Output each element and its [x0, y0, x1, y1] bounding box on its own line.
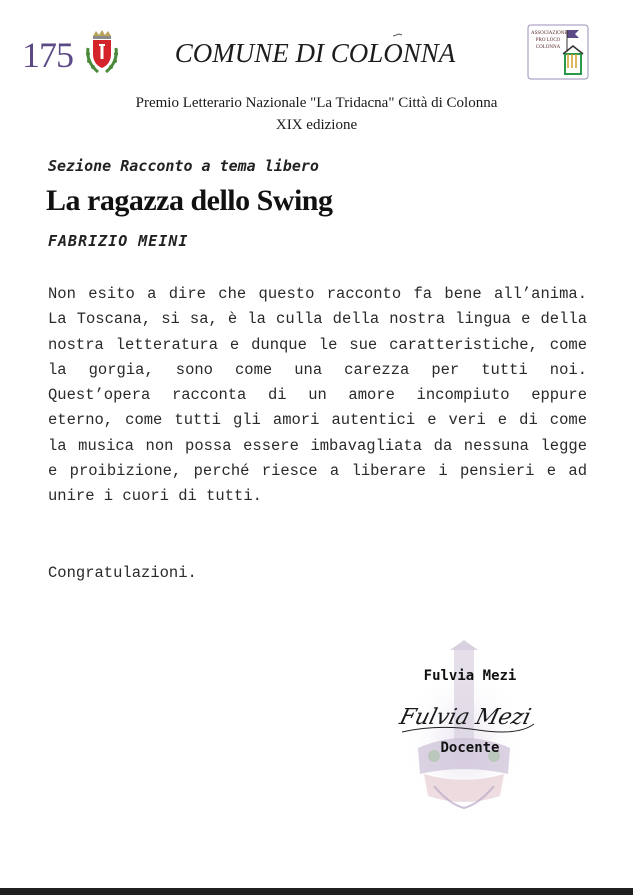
section-label: Sezione Racconto a tema libero: [48, 157, 319, 175]
closing-line: Congratulazioni.: [48, 564, 197, 582]
pro-loco-logo: [527, 24, 589, 80]
signer-name: Fulvia Mezi: [423, 668, 517, 684]
anniversary-number: 175: [22, 35, 73, 75]
municipal-crest-icon: [84, 28, 120, 76]
pro-loco-text-line-2: PRO LOCO: [535, 38, 561, 43]
prize-header: [40, 92, 593, 136]
story-title: La ragazza dello Swing: [46, 184, 333, 217]
prize-name: Premio Letterario Nazionale "La Tridacna" Città di Colonna: [135, 95, 498, 111]
municipality-title: COMUNE DI COLONNA: [174, 38, 456, 68]
comune-175-logo: [22, 28, 122, 78]
review-text: Non esito a dire che questo racconto fa bene all’anima. La Toscana, si sa, è la culla della nostra lingua e della nostra letteratura e dunque le sue caratteristiche, come la gorgia, sono come una carezza per tutti noi. Quest’opera racconta di un amore incompiuto eppure eterno, come tutti gli amori autentici e veri e di come la musica non possa essere imbavagliata da nessuna legge e proibizione, perché riesce a liberare i pensieri e ad unire i cuori di tutti.: [48, 285, 587, 506]
pro-loco-text-line-1: ASSOCIAZIONE: [531, 31, 568, 36]
edition-label: XIX edizione: [275, 117, 358, 133]
signer-role: Docente: [440, 740, 500, 756]
author-name: FABRIZIO MEINI: [48, 232, 189, 250]
handwritten-signature: [398, 694, 536, 738]
pro-loco-text-line-3: COLONNA: [535, 45, 561, 50]
scan-mark: [393, 22, 403, 26]
signature-script: Fulvia Mezi: [398, 704, 534, 730]
scan-border: [0, 888, 633, 895]
